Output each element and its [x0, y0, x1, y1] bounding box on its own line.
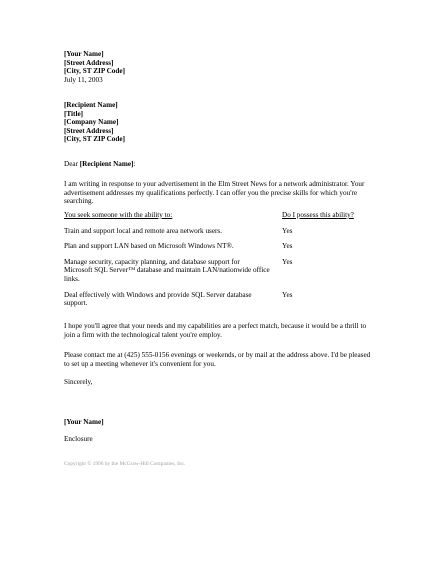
signature-name[interactable]: [Your Name] — [64, 418, 104, 426]
table-row — [64, 258, 388, 284]
sender-address-block — [64, 50, 384, 84]
recipient-address-block — [64, 101, 384, 144]
recipient-city[interactable]: [City, ST ZIP Code] — [64, 135, 125, 144]
letter-date: July 11, 2003 — [64, 75, 103, 84]
salutation-recipient-name[interactable]: [Recipient Name] — [79, 160, 134, 168]
header-answer: Do I possess this ability? — [282, 211, 354, 219]
skill-text: Manage security, capacity planning, and database support for — [64, 257, 240, 266]
skill-text: Plan and support LAN based on Microsoft Windows NT®. — [64, 242, 234, 251]
sender-name[interactable]: [Your Name] — [64, 50, 104, 58]
recipient-street[interactable]: [Street Address] — [64, 126, 114, 135]
qualifications-table — [64, 211, 388, 315]
skill-text: links. — [64, 274, 80, 283]
copyright-notice — [64, 461, 384, 467]
recipient-name[interactable]: [Recipient Name] — [64, 101, 118, 109]
sender-street[interactable]: [Street Address] — [64, 58, 114, 67]
table-row — [64, 291, 388, 308]
skill-text: support. — [64, 299, 88, 308]
answer-cell: Yes — [282, 226, 293, 235]
recipient-title[interactable]: [Title] — [64, 109, 84, 118]
recipient-company[interactable]: [Company Name] — [64, 118, 119, 127]
sender-city[interactable]: [City, ST ZIP Code] — [64, 67, 125, 76]
closing-line: join a firm with the technological talent you're employ. — [64, 330, 222, 339]
salutation-prefix: Dear — [64, 160, 80, 168]
salutation — [64, 160, 384, 169]
skill-text: Train and support local and remote area network users. — [64, 226, 223, 235]
signature-block — [64, 418, 384, 427]
table-header-row — [64, 211, 388, 220]
intro-line: advertisement addresses my qualifications perfectly. I can offer you the precise skills for which you're — [64, 188, 358, 197]
answer-cell: Yes — [282, 290, 293, 299]
closing-paragraph-2 — [64, 351, 384, 368]
table-row — [64, 242, 388, 251]
enclosure-text: Enclosure — [64, 435, 93, 443]
complimentary-close — [64, 378, 384, 387]
header-skill: You seek someone with the ability to: — [64, 211, 173, 219]
closing-line: I hope you'll agree that your needs and my capabilities are a perfect match, because it would be a thrill to — [64, 322, 367, 330]
copyright-text: Copyright © 1996 by the McGraw-Hill Companies, Inc. — [64, 461, 186, 467]
table-rows — [64, 227, 388, 308]
intro-line: searching. — [64, 197, 94, 206]
skill-cell — [64, 291, 282, 308]
contact-line: to set up a meeting whenever it's convenient for you. — [64, 359, 216, 368]
skill-text: Deal effectively with Windows and provide SQL Server database — [64, 290, 252, 299]
skill-cell — [64, 258, 282, 284]
sincerely-text: Sincerely, — [64, 378, 93, 386]
intro-line: I am writing in response to your advertisement in the Elm Street News for a network administrator. Your — [64, 180, 365, 188]
closing-paragraph-1 — [64, 322, 384, 339]
skill-text: Microsoft SQL Server™ database and maintain LAN/nationwide office — [64, 266, 270, 275]
contact-line: Please contact me at (425) 555-0156 evenings or weekends, or by mail at the address above. I'd be pleased — [64, 351, 371, 359]
skill-cell — [64, 242, 282, 251]
salutation-suffix: : — [133, 160, 136, 168]
skill-cell — [64, 227, 282, 236]
answer-cell: Yes — [282, 257, 293, 266]
table-row — [64, 227, 388, 236]
intro-paragraph — [64, 180, 384, 206]
enclosure-notation — [64, 435, 384, 444]
answer-cell: Yes — [282, 242, 293, 251]
